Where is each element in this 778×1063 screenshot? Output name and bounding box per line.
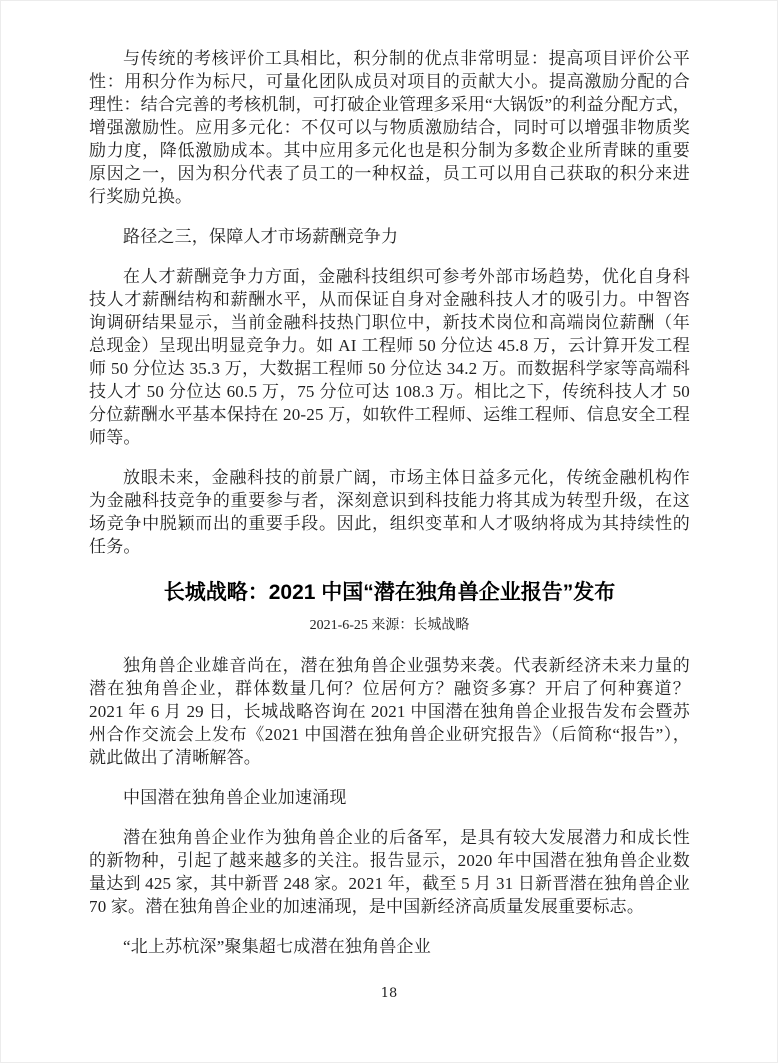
paragraph-scoring-system-advantages: 与传统的考核评价工具相比，积分制的优点非常明显：提高项目评价公平性：用积分作为标尺，可量化团队成员对项目的贡献大小。提高激励分配的合理性：结合完善的考核机制，可打破企业管理多采用“大锅饭”的利益分配方式，增强激励性。应用多元化：不仅可以与物质激励结合，同时可以增强非物质奖励力度，降低激励成本。其中应用多元化也是积分制为多数企业所青睐的重要原因之一，因为积分代表了员工的一种权益，员工可以用自己获取的积分来进行奖励兑换。 [89,49,690,206]
subheading-unicorn-surge: 中国潜在独角兽企业加速涌现 [123,788,347,807]
paragraph-unicorn-intro: 独角兽企业雄音尚在，潜在独角兽企业强势来袭。代表新经济未来力量的潜在独角兽企业，群体数量几何？位居何方？融资多寡？开启了何种赛道？2021 年 6 月 29 日，长城战略咨询在 2021 中国潜在独角兽企业报告发布会暨苏州合作交流会上发布《2021 中国潜在独角兽企业研究报告》（后简称“报告”），就此做出了清晰解答。 [89,656,690,767]
paragraph-fintech-outlook: 放眼未来，金融科技的前景广阔，市场主体日益多元化，传统金融机构作为金融科技竞争的重要参与者，深刻意识到科技能力将其成为转型升级，在这场竞争中脱颖而出的重要手段。因此，组织变革和人才吸纳将成为其持续性的任务。 [89,468,690,556]
paragraph-unicorn-numbers: 潜在独角兽企业作为独角兽企业的后备军，是具有较大发展潜力和成长性的新物种，引起了越来越多的关注。报告显示，2020 年中国潜在独角兽企业数量达到 425 家，其中新晋 248 家。2021 年，截至 5 月 31 日新晋潜在独角兽企业 70 家。潜在独角兽企业的加速涌现，是中国新经济高质量发展重要标志。 [89,828,690,916]
article-dateline: 2021-6-25 来源：长城战略 [309,618,470,633]
subheading-unicorn-cities: “北上苏杭深”聚集超七成潜在独角兽企业 [123,937,431,956]
paragraph-salary-competitiveness: 在人才薪酬竞争力方面，金融科技组织可参考外部市场趋势，优化自身科技人才薪酬结构和薪酬水平，从而保证自身对金融科技人才的吸引力。中智咨询调研结果显示，当前金融科技热门职位中，新技术岗位和高端岗位薪酬（年总现金）呈现出明显竞争力。如 AI 工程师 50 分位达 45.8 万，云计算开发工程师 50 分位达 35.3 万，大数据工程师 50 分位达 34.2 万。而数据科学家等高端科技人才 50 分位达 60.5 万，75 分位可达 108.3 万。相比之下，传统科技人才 50 分位薪酬水平基本保持在 20-25 万，如软件工程师、运维工程师、信息安全工程师等。 [89,267,690,447]
article-title-unicorn-report: 长城战略：2021 中国“潜在独角兽企业报告”发布 [163,581,616,604]
page-number: 18 [380,986,398,1001]
subheading-path-three: 路径之三，保障人才市场薪酬竞争力 [123,227,399,246]
